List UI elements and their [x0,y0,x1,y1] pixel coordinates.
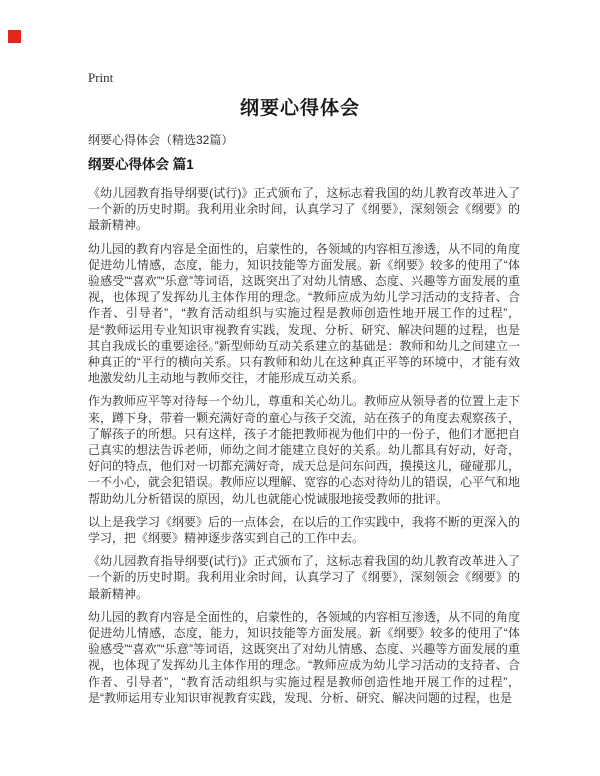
paragraph: 以上是我学习《纲要》后的一点体会，在以后的工作实践中，我将不断的更深入的学习，把《纲要》精神逐步落实到自己的工作中去。 [88,514,521,546]
red-square-icon [8,30,21,43]
paragraph: 《幼儿园教育指导纲要(试行)》正式颁布了，这标志着我国的幼儿教育改革进入了一个新的历史时期。我利用业余时间，认真学习了《纲要》，深刻领会《纲要》的最新精神。 [88,186,520,233]
section-heading: 纲要心得体会 篇1 [88,157,194,172]
document-body [88,132,520,706]
print-link[interactable]: Print [88,70,114,85]
page-title: 纲要心得体会 [239,98,360,119]
paragraph: 《幼儿园教育指导纲要(试行)》正式颁布了，这标志着我国的幼儿教育改革进入了一个新的历史时期。我利用业余时间，认真学习了《纲要》，深刻领会《纲要》的最新精神。 [88,554,520,601]
paragraph-truncated: 幼儿园的教育内容是全面性的，启蒙性的，各领域的内容相互渗透，从不同的角度促进幼儿情感，态度，能力，知识技能等方面发展。新《纲要》较多的使用了“体验感受”“喜欢”“乐意”等词语，这既突出了对幼儿情感、态度、兴趣等方面发展的重视，也体现了发挥幼儿主体作用的理念。“教师应成为幼儿学习活动的支持者、合作者、引导者”，“教育活动组织与实施过程是教师创造性地开展工作的过程”，是“教师运用专业知识审视教育实践，发现、分析、研究、解决问题的过程，也是 [88,609,521,705]
paragraph: 作为教师应平等对待每一个幼儿，尊重和关心幼儿。教师应从领导者的位置上走下来，蹲下身，带着一颗充满好奇的童心与孩子交流，站在孩子的角度去观察孩子，了解孩子的所想。只有这样，孩子才能把教师视为他们中的一份子，他们才愿把自己真实的想法告诉老师，师幼之间才能建立良好的关系。幼儿都具有好动，好奇，好问的特点，他们对一切都充满好奇，成天总是问东问西，摸摸这儿，碰碰那儿，一不小心，就会犯错误。教师应以理解、宽容的心态对待幼儿的错误，心平气和地帮助幼儿分析错误的原因，幼儿也就能心悦诚服地接受教师的批评。 [88,394,521,506]
paragraph: 幼儿园的教育内容是全面性的，启蒙性的，各领域的内容相互渗透，从不同的角度促进幼儿情感，态度，能力，知识技能等方面发展。新《纲要》较多的使用了“体验感受”“喜欢”“乐意”等词语，这既突出了对幼儿情感、态度、兴趣等方面发展的重视，也体现了发挥幼儿主体作用的理念。“教师应成为幼儿学习活动的支持者、合作者、引导者”，“教育活动组织与实施过程是教师创造性地开展工作的过程”，是“教师运用专业知识审视教育实践，发现、分析、研究、解决问题的过程，也是其自我成长的重要途径。”新型师幼互动关系建立的基础是：教师和幼儿之间建立一种真正的“平行的横向关系。只有教师和幼儿在这种真正平等的环境中，才能有效地激发幼儿主动地与教师交往，才能形成互动关系。 [88,241,521,386]
doc-subtitle: 纲要心得体会（精选32篇） [88,133,234,147]
